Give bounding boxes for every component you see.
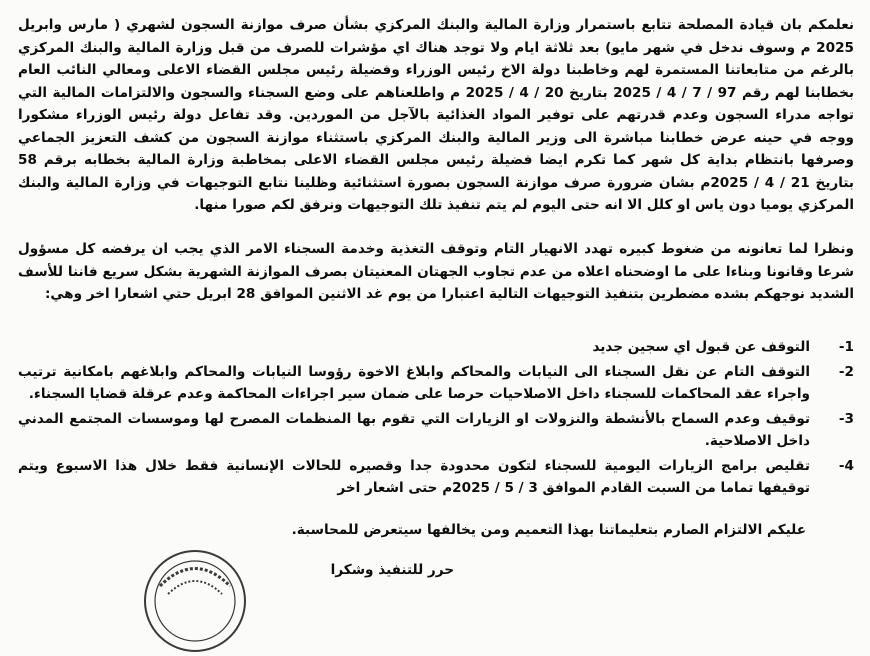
closing-statement: عليكم الالتزام الصارم بتعليماتنا بهذا التعميم ومن يخالفها سيتعرض للمحاسبة.: [291, 522, 806, 538]
directive-text: توقيف وعدم السماح بالأنشطة والنزولات او الزيارات التي تقوم بها المنظمات المصرح لها وموسسات المجتمع المدني داخل الاصلاحية.: [18, 410, 810, 449]
directive-number: -4: [838, 457, 854, 474]
directive-text: التوقف عن قبول اي سجين جديد: [592, 339, 810, 355]
directive-item: [18, 455, 854, 500]
directive-number: -2: [838, 363, 854, 380]
signoff-text: حرر للتنفيذ وشكرا: [330, 562, 454, 578]
directives-list: [18, 336, 854, 502]
directive-number: -1: [838, 339, 854, 355]
directive-number: -3: [838, 410, 854, 427]
paragraph-pressure-directive: ونظرا لما تعانونه من ضغوط كبيره تهدد الانهيار التام وتوقف التغذية وخدمة السجناء الامر الذي يجب ان يرفضه كل مسؤول شرعا وقانونا وبناءا على ما اوضحناه اعلاه من عدم تجاوب الجهتان المعنيتان بصرف الموازنة الشهرية بشكل سريع فاننا للأسف الشديد نوجهكم بشده مضطرين بتنفيذ التوجيهات التالية اعتبارا من يوم غد الاثنين الموافق 28 ابريل حتي اشعارا اخر وهي:: [18, 241, 854, 302]
directive-item: [18, 408, 854, 453]
paragraph-budget-followup: نعلمكم بان قيادة المصلحة تتابع باستمرار وزارة المالية والبنك المركزي بشأن صرف موازنة السجون لشهري ( مارس وابريل 2025 م وسوف ندخل في شهر مايو) بعد ثلاثة ايام ولا توجد هناك اي مؤشرات للصرف من قبل وزارة المالية والبنك المركزي بالرغم من متابعاتنا المستمرة لهم وخاطبنا دولة الاخ رئيس الوزراء وفضيلة رئيس مجلس القضاء الاعلى ومعالي النائب العام بخطابنا لهم رقم 97 / 7 / 4 / 2025 بتاريخ 20 / 4 / 2025 م واطلعناهم على وضع السجناء والسجون والالتزامات المالية التي تواجه مدراء السجون وعدم قدرتهم على توفير المواد الغذائية بالآجل من الموردين. وقد تفاعل دولة رئيس الوزراء مشكورا ووجه في حينه عرض خطابنا مباشرة الى وزير المالية والبنك المركزي باستثناء موازنة السجون من كشف التعزيز الجماعي وصرفها بانتظام بداية كل شهر كما تكرم ايضا فضيلة رئيس مجلس القضاء الاعلى بمخاطبة وزارة المالية بخطابه برقم 58 بتاريخ 21 / 4 / 2025م بشان ضرورة صرف موازنة السجون بصورة استثنائية وظلينا نتابع التوجيهات في وزارة المالية والبنك المركزي يوميا دون ياس او كلل الا انه حتى اليوم لم يتم تنفيذ تلك التوجيهات ونرفق لكم صورا منها.: [18, 17, 855, 213]
letter-page: [18, 0, 854, 580]
directive-text: تقليص برامج الزيارات اليومية للسجناء لتكون محدودة جدا وقصيره للحالات الإنسانية فقط خلال هذا الاسبوع ويتم توقيفها تماما من السبت القادم الموافق 3 / 5 / 2025م حتى اشعار اخر: [18, 457, 810, 496]
directive-item: [18, 336, 854, 359]
directive-item: [18, 361, 854, 406]
official-seal-icon: [140, 546, 250, 656]
directive-text: التوقف التام عن نقل السجناء الى النيابات والمحاكم وابلاغ الاخوة رؤوسا النيابات والمحاكم وابلاغهم بامكانية ترتيب واجراء عقد المحاكمات للسجناء داخل الاصلاحيات حرصا على ضمان سير اجراءات المحاكمة وعدم عرقلة قضايا السجناء.: [18, 363, 810, 402]
